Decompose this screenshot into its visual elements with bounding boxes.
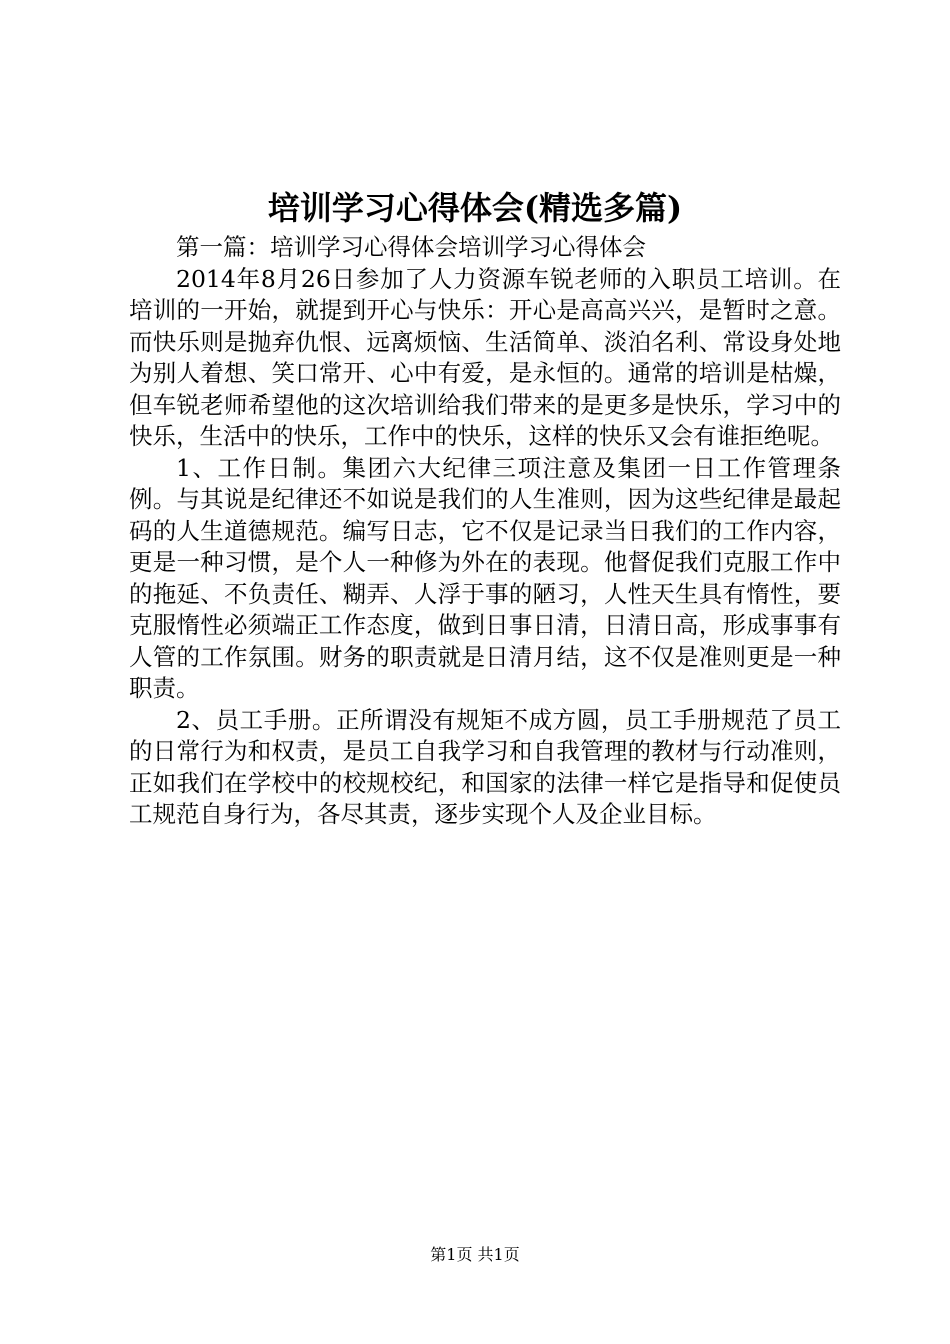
document-body [129,232,841,831]
paragraph-intro: 2014年8月26日参加了人力资源车锐老师的入职员工培训。在培训的一开始，就提到开心与快乐：开心是高高兴兴，是暂时之意。而快乐则是抛弃仇恨、远离烦恼、生活简单、淡泊名利、常设身处地为别人着想、笑口常开、心中有爱，是永恒的。通常的培训是枯燥，但车锐老师希望他的这次培训给我们带来的是更多是快乐，学习中的快乐，生活中的快乐，工作中的快乐，这样的快乐又会有谁拒绝呢。 [129,264,841,450]
document-title: 培训学习心得体会(精选多篇) [267,189,683,227]
paragraph-work-log: 1、工作日制。集团六大纪律三项注意及集团一日工作管理条例。与其说是纪律还不如说是我们的人生准则，因为这些纪律是最起码的人生道德规范。编写日志，它不仅是记录当日我们的工作内容，更是一种习惯，是个人一种修为外在的表现。他督促我们克服工作中的拖延、不负责任、糊弄、人浮于事的陋习，人性天生具有惰性，要克服惰性必须端正工作态度，做到日事日清，日清日高，形成事事有人管的工作氛围。财务的职责就是日清月结，这不仅是准则更是一种职责。 [129,453,841,702]
paragraph-employee-handbook: 2、员工手册。正所谓没有规矩不成方圆，员工手册规范了员工的日常行为和权责，是员工自我学习和自我管理的教材与行动准则，正如我们在学校中的校规校纪，和国家的法律一样它是指导和促使员工规范自身行为，各尽其责，逐步实现个人及企业目标。 [129,705,841,828]
section-heading: 第一篇：培训学习心得体会培训学习心得体会 [176,233,646,261]
page-footer: 第1页 共1页 [430,1245,520,1264]
